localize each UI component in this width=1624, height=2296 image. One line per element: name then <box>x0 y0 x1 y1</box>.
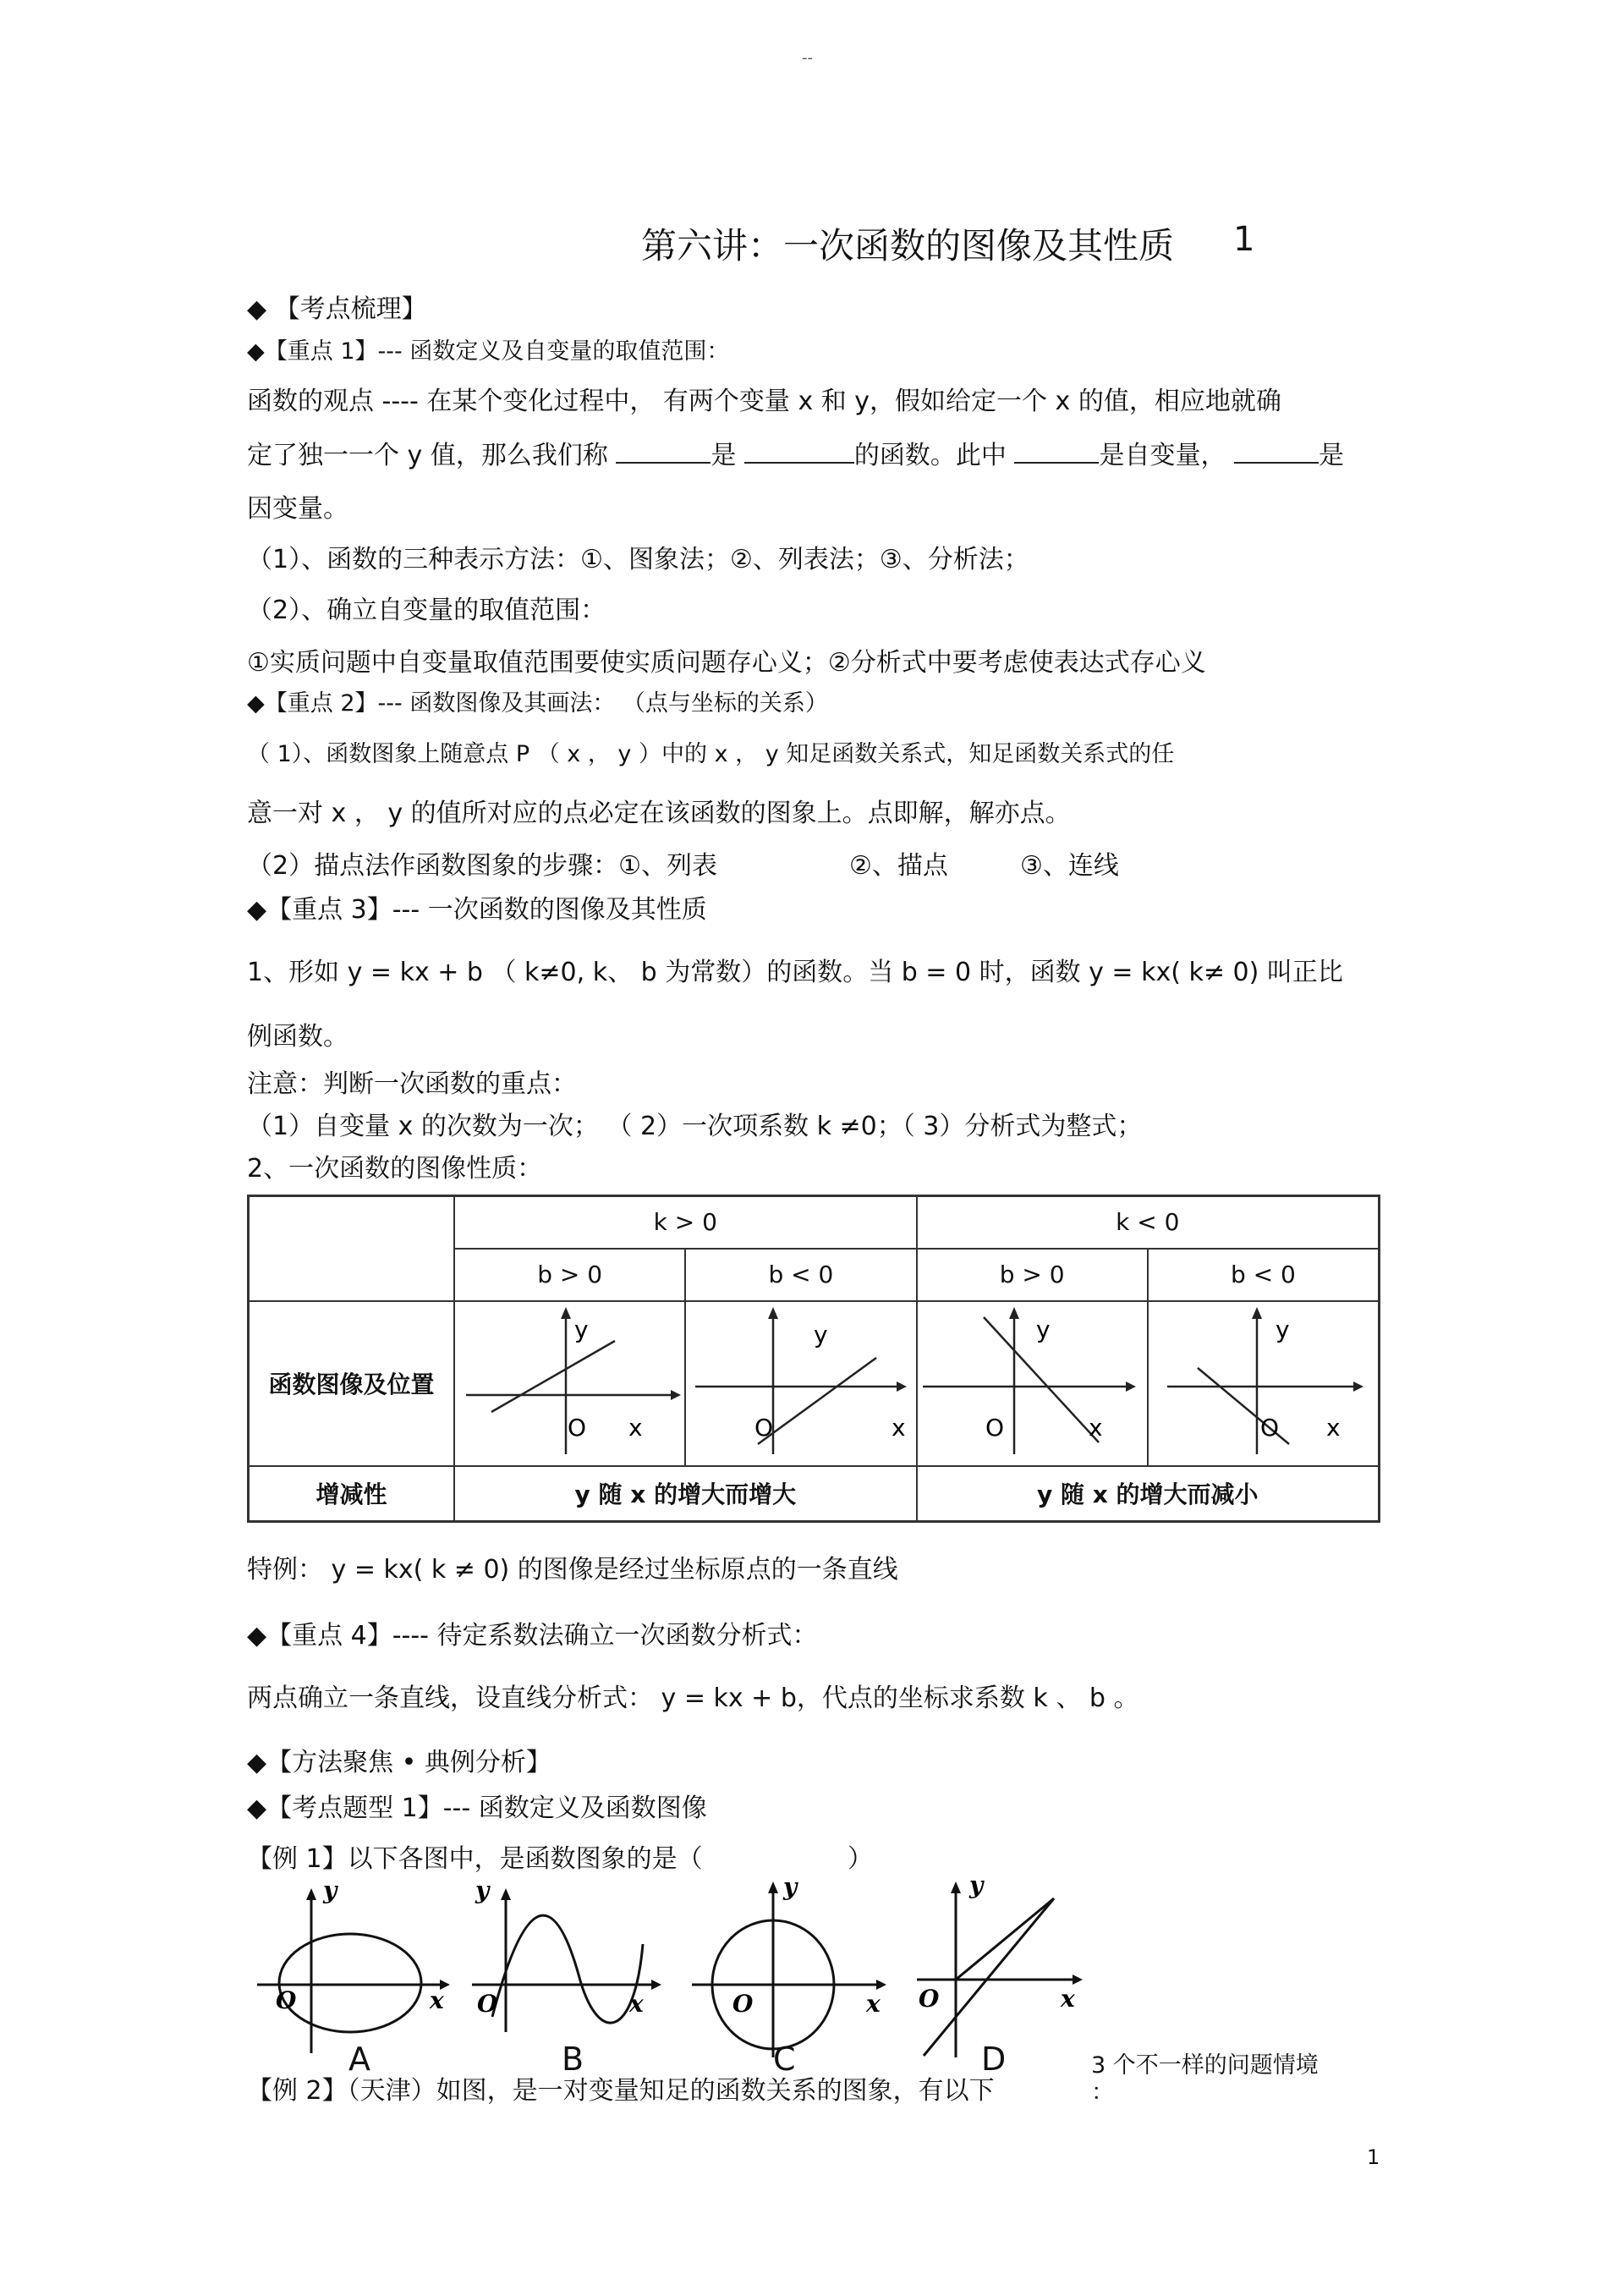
origin-label: O <box>732 1990 754 2018</box>
y-arrow <box>501 1888 511 1900</box>
y-label: y <box>323 1880 337 1904</box>
special-case: 特例： y = kx( k ≠ 0) 的图像是经过坐标原点的一条直线 <box>247 1555 898 1585</box>
row-label-image: 函数图像及位置 <box>249 1301 455 1466</box>
x-arrow <box>876 1980 886 1990</box>
keypoint-2-line2: 意一对 x ， y 的值所对应的点必定在该函数的图象上。点即解，解亦点。 <box>247 799 1071 828</box>
graph-k-neg-b-pos <box>919 1302 1144 1459</box>
ellipse-curve <box>279 1934 421 2032</box>
header-b-positive: b > 0 <box>917 1249 1148 1301</box>
y-label: y <box>969 1871 984 1899</box>
origin-label: O <box>567 1413 586 1442</box>
origin-label: O <box>1260 1413 1280 1442</box>
graph-k-pos-b-pos <box>458 1302 683 1459</box>
blank-2 <box>744 438 854 464</box>
table-row <box>249 1301 1380 1466</box>
text-segment: 的函数。此中 <box>853 441 1007 470</box>
line-2 <box>924 1898 1054 2056</box>
keypoint-4-heading: ◆【重点 4】---- 待定系数法确立一次函数分析式： <box>247 1621 818 1651</box>
y-label: y <box>783 1873 798 1901</box>
x-arrow <box>671 1390 681 1400</box>
keypoint-1-item3: ①实质问题中自变量取值范围要使实质问题存心义；②分析式中要考虑使表达式存心义 <box>247 648 1206 678</box>
keypoint-1-line2 <box>247 438 1344 473</box>
keypoint-2-line1: （ 1）、函数图象上随意点 P （ x ， y ）中的 x ， y 知足函数关系式，知足函数关系式的任 <box>247 741 1175 767</box>
example-2-question: 【例 2】（天津）如图，是一对变量知足的函数关系的图象，有以下 <box>247 2076 995 2106</box>
keypoint-4-line1: 两点确立一条直线，设直线分析式： y = kx + b，代点的坐标求系数 k 、 b 。 <box>247 1684 1139 1713</box>
keypoint-1-item2: （2）、确立自变量的取值范围： <box>247 596 606 625</box>
y-arrow <box>306 1888 316 1900</box>
keypoint-2-heading: ◆【重点 2】--- 函数图像及其画法： （点与坐标的关系） <box>247 690 828 717</box>
figure-c-circle <box>689 1871 892 2066</box>
keypoint-2-line3c: ③、连线 <box>1020 851 1119 881</box>
graph-cell <box>917 1301 1148 1466</box>
header-k-negative: k < 0 <box>917 1196 1380 1249</box>
question-type-1-heading: ◆【考点题型 1】--- 函数定义及函数图像 <box>247 1793 707 1823</box>
x-arrow <box>651 1980 661 1990</box>
header-b-negative: b < 0 <box>685 1249 916 1301</box>
x-arrow <box>1353 1381 1363 1392</box>
blank-1 <box>616 438 710 464</box>
figure-b-sine <box>469 1880 672 2066</box>
blank-3 <box>1014 438 1099 464</box>
blank-4 <box>1234 438 1319 464</box>
text-segment: 定了独一一个 y 值，那么我们称 <box>247 441 608 470</box>
y-label: y <box>1276 1315 1290 1343</box>
table-row <box>249 1196 1380 1249</box>
x-label: x <box>629 1990 644 2018</box>
header-k-positive: k > 0 <box>454 1196 916 1249</box>
line-1 <box>956 1898 1054 1980</box>
x-label: x <box>1326 1413 1341 1442</box>
figure-d-lines <box>912 1868 1098 2066</box>
graph-cell <box>685 1301 916 1466</box>
keypoint-1-heading: ◆【重点 1】--- 函数定义及自变量的取值范围： <box>247 338 730 365</box>
page-number: 1 <box>1367 2145 1380 2169</box>
keypoint-1-item1: （1）、函数的三种表示方法：①、图象法；②、列表法；③、分析法； <box>247 545 1029 574</box>
keypoint-3-line1: 1、形如 y = kx + b （ k≠0, k、 b 为常数）的函数。当 b = 0 时，函数 y = kx( k≠ 0) 叫正比 <box>247 958 1343 987</box>
function-line <box>491 1341 615 1412</box>
origin-label: O <box>276 1986 297 2014</box>
keypoint-1-line1: 函数的观点 ---- 在某个变化过程中， 有两个变量 x 和 y，假如给定一个 x 的值，相应地就确 <box>247 387 1281 416</box>
y-arrow <box>951 1881 961 1893</box>
y-arrow <box>561 1307 571 1319</box>
x-label: x <box>430 1986 444 2014</box>
table-row <box>249 1466 1380 1522</box>
text-segment: 是 <box>710 441 737 470</box>
y-arrow <box>768 1307 778 1319</box>
y-label: y <box>813 1320 828 1348</box>
keypoint-3-note: 注意：判断一次函数的重点： <box>247 1069 577 1099</box>
keypoint-2-line3a: （2）描点法作函数图象的步骤：①、列表 <box>247 851 717 881</box>
text-segment: 是自变量， <box>1099 441 1226 470</box>
header-b-positive: b > 0 <box>454 1249 685 1301</box>
figure-label-c: C <box>773 2041 796 2078</box>
table-corner-cell <box>249 1196 455 1301</box>
y-label: y <box>573 1315 589 1343</box>
header-mark: -- <box>802 49 813 67</box>
properties-table <box>247 1195 1380 1523</box>
keypoint-2-line3b: ②、描点 <box>849 851 948 881</box>
decreasing-text: y 随 x 的增大而减小 <box>917 1466 1380 1522</box>
keypoint-3-item2: 2、一次函数的图像性质： <box>247 1154 543 1184</box>
figure-label-b: B <box>562 2041 584 2078</box>
graph-cell <box>454 1301 685 1466</box>
x-arrow <box>897 1381 907 1392</box>
title-number: 1 <box>1233 220 1255 259</box>
x-label: x <box>1089 1413 1103 1442</box>
section-heading-outline: ◆ 【考点梳理】 <box>247 294 427 324</box>
graph-k-neg-b-neg <box>1150 1302 1375 1459</box>
figure-label-d: D <box>981 2041 1007 2078</box>
origin-label: O <box>754 1413 773 1442</box>
keypoint-3-heading: ◆【重点 3】--- 一次函数的图像及其性质 <box>247 895 707 925</box>
example-1-question: 【例 1】以下各图中，是函数图象的是（ <box>247 1844 703 1874</box>
row-label-monotonicity: 增减性 <box>249 1466 455 1522</box>
x-arrow <box>1073 1975 1083 1985</box>
figure-a-ellipse <box>252 1880 464 2066</box>
example-1-close-paren: ） <box>848 1844 873 1874</box>
header-b-negative: b < 0 <box>1148 1249 1380 1301</box>
x-label: x <box>891 1413 906 1442</box>
y-label: y <box>1036 1315 1051 1343</box>
keypoint-3-line2: 例函数。 <box>247 1022 348 1052</box>
y-arrow <box>1009 1307 1019 1319</box>
y-arrow <box>768 1881 778 1893</box>
example-2-side-note: 3 个不一样的问题情境 <box>1091 2052 1319 2079</box>
y-label: y <box>475 1880 490 1904</box>
x-label: x <box>866 1990 881 2018</box>
function-line <box>758 1358 876 1444</box>
origin-label: O <box>919 1985 940 2013</box>
y-arrow <box>1252 1307 1262 1319</box>
origin-label: O <box>477 1990 498 2018</box>
text-segment: 是 <box>1319 441 1345 470</box>
methods-heading: ◆【方法聚焦 • 典例分析】 <box>247 1748 551 1777</box>
page-title: 第六讲：一次函数的图像及其性质 <box>641 225 1175 266</box>
keypoint-1-line3: 因变量。 <box>247 494 348 524</box>
graph-cell <box>1148 1301 1380 1466</box>
example-2-side-colon: ： <box>1091 2079 1114 2106</box>
graph-k-pos-b-neg <box>689 1302 914 1459</box>
increasing-text: y 随 x 的增大而增大 <box>454 1466 916 1522</box>
origin-label: O <box>985 1413 1005 1442</box>
figure-label-a: A <box>348 2041 370 2078</box>
keypoint-3-conditions: （1）自变量 x 的次数为一次； （ 2）一次项系数 k ≠0；（ 3）分析式为整式； <box>247 1112 1143 1141</box>
x-arrow <box>1126 1381 1136 1392</box>
x-label: x <box>1061 1985 1075 2013</box>
sine-curve <box>492 1915 643 2023</box>
x-label: x <box>628 1413 643 1442</box>
